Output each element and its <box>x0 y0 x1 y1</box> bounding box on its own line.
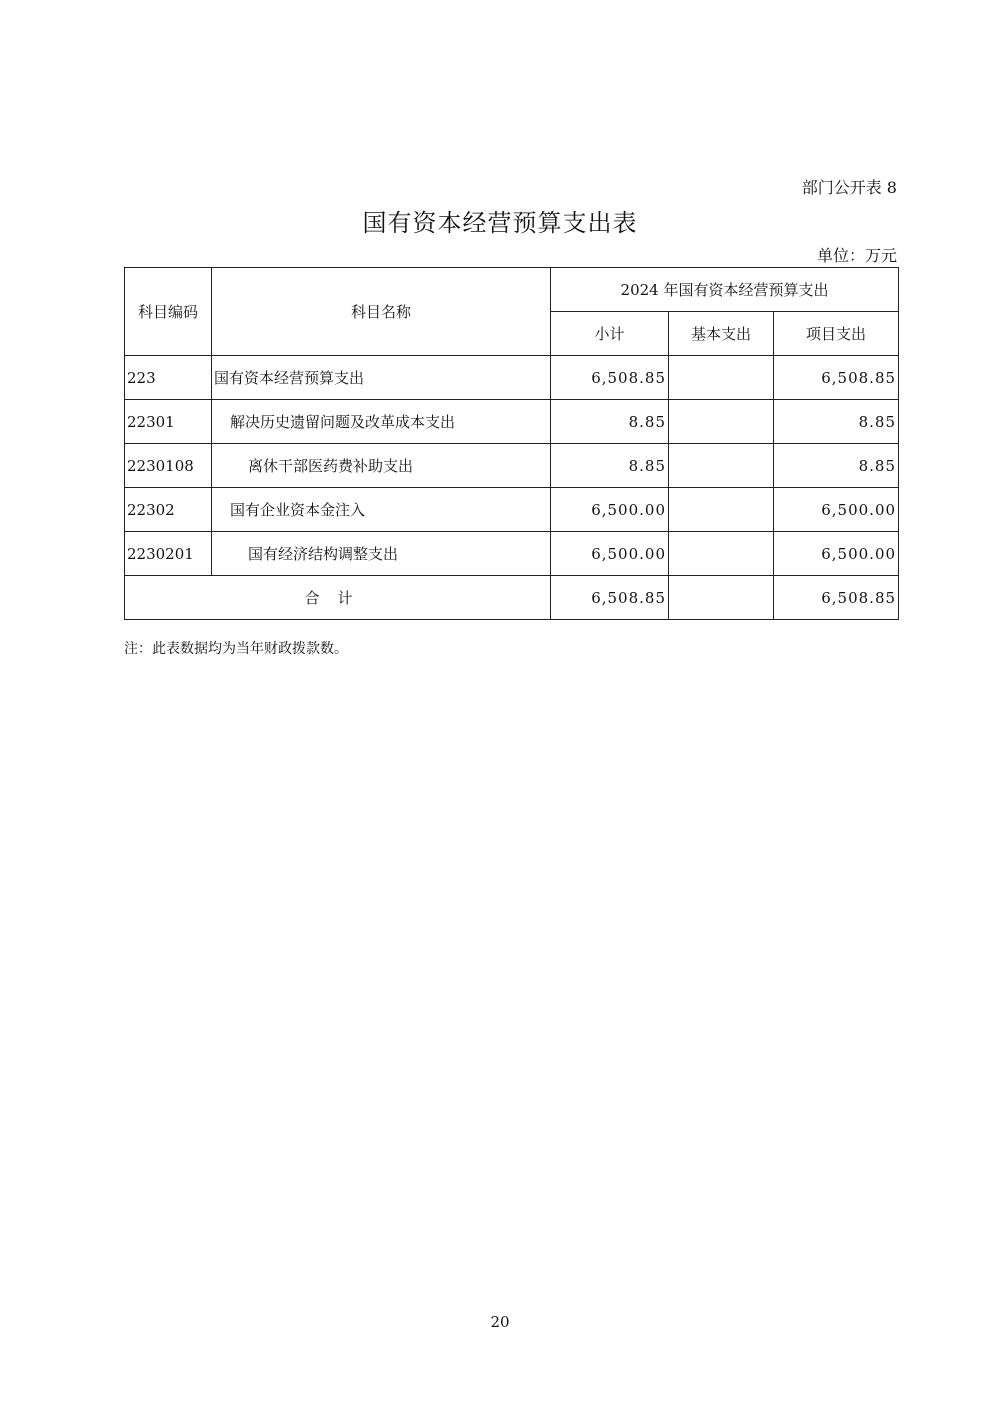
row-basic <box>669 400 774 444</box>
header-project: 项目支出 <box>774 312 899 356</box>
row-name: 国有经济结构调整支出 <box>212 532 551 576</box>
total-row <box>125 576 899 620</box>
row-subtotal: 6,500.00 <box>551 532 669 576</box>
page-number: 20 <box>490 1313 510 1331</box>
page-title: 国有资本经营预算支出表 <box>362 209 638 237</box>
row-basic <box>669 444 774 488</box>
budget-table <box>124 267 899 620</box>
row-project: 8.85 <box>774 444 899 488</box>
total-subtotal: 6,508.85 <box>551 576 669 620</box>
row-subtotal: 8.85 <box>551 400 669 444</box>
row-name: 解决历史遗留问题及改革成本支出 <box>212 400 551 444</box>
table-row <box>125 400 899 444</box>
row-project: 6,500.00 <box>774 488 899 532</box>
header-name: 科目名称 <box>212 268 551 356</box>
row-project: 8.85 <box>774 400 899 444</box>
table-row <box>125 444 899 488</box>
header-code: 科目编码 <box>125 268 212 356</box>
row-name: 离休干部医药费补助支出 <box>212 444 551 488</box>
document-label: 部门公开表 8 <box>801 178 897 197</box>
row-project: 6,508.85 <box>774 356 899 400</box>
row-name: 国有资本经营预算支出 <box>212 356 551 400</box>
row-code: 2230201 <box>125 532 212 576</box>
row-code: 22301 <box>125 400 212 444</box>
row-subtotal: 8.85 <box>551 444 669 488</box>
total-project: 6,508.85 <box>774 576 899 620</box>
row-code: 2230108 <box>125 444 212 488</box>
row-subtotal: 6,508.85 <box>551 356 669 400</box>
row-basic <box>669 488 774 532</box>
total-basic <box>669 576 774 620</box>
row-basic <box>669 356 774 400</box>
header-subtotal: 小计 <box>551 312 669 356</box>
table-row <box>125 488 899 532</box>
header-group: 2024 年国有资本经营预算支出 <box>551 268 899 312</box>
row-project: 6,500.00 <box>774 532 899 576</box>
table-row <box>125 356 899 400</box>
footnote: 注：此表数据均为当年财政拨款数。 <box>124 641 348 657</box>
table-row <box>125 532 899 576</box>
row-subtotal: 6,500.00 <box>551 488 669 532</box>
header-basic: 基本支出 <box>669 312 774 356</box>
row-code: 223 <box>125 356 212 400</box>
unit-label: 单位：万元 <box>816 246 897 265</box>
table-body <box>125 356 899 620</box>
row-basic <box>669 532 774 576</box>
total-label: 合计 <box>125 576 551 620</box>
row-code: 22302 <box>125 488 212 532</box>
row-name: 国有企业资本金注入 <box>212 488 551 532</box>
